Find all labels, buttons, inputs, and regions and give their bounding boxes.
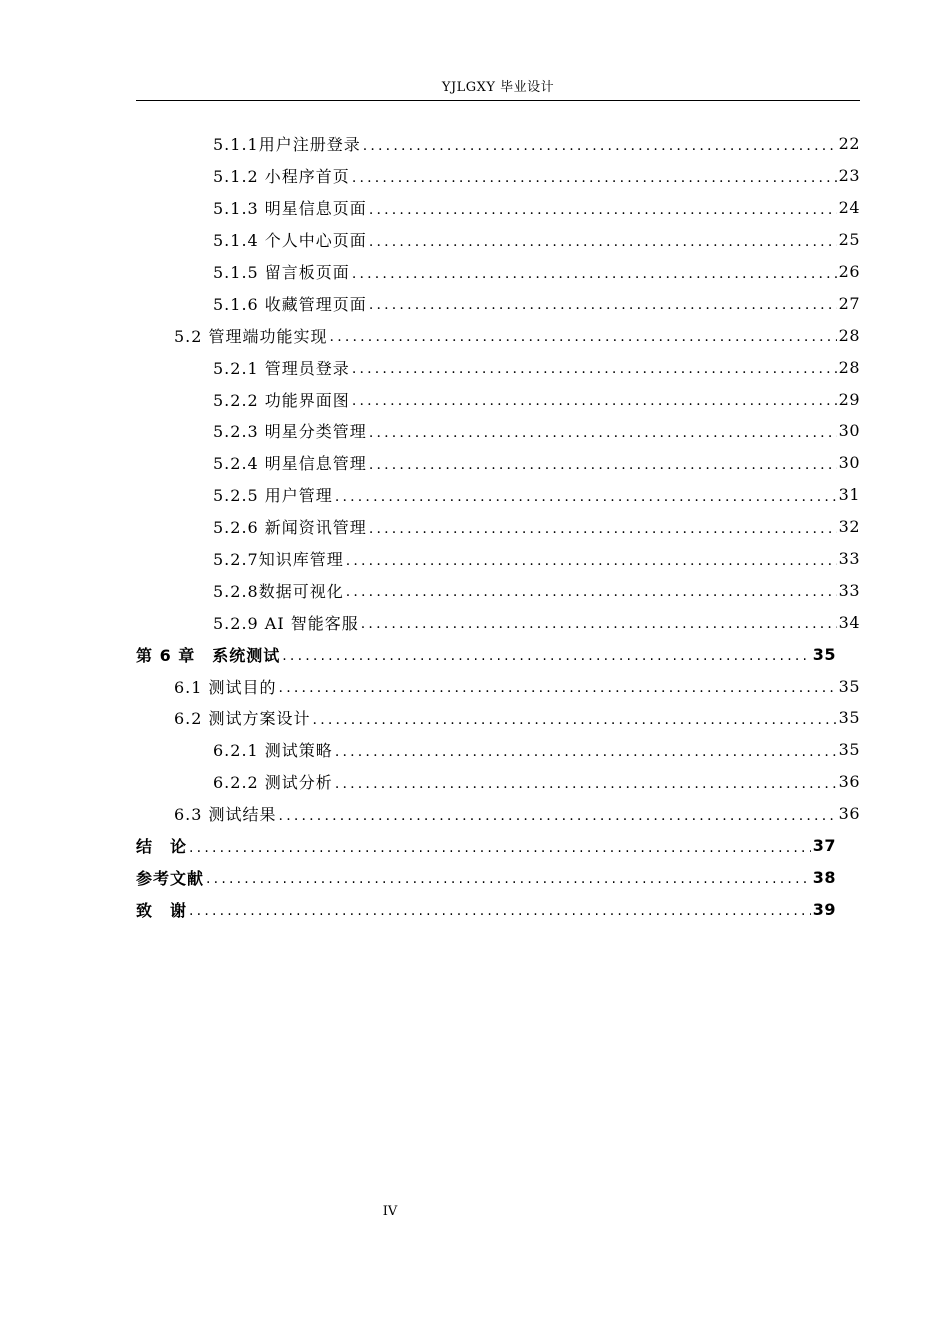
toc-dot-leader <box>352 170 837 186</box>
toc-entry[interactable] <box>136 511 860 543</box>
toc-entry[interactable] <box>136 415 860 447</box>
toc-entry-title: 6.3 测试结果 <box>174 805 277 825</box>
toc-entry[interactable] <box>136 861 836 893</box>
toc-entry[interactable] <box>136 893 836 925</box>
toc-entry-page: 38 <box>812 867 836 887</box>
toc-dot-leader <box>282 648 810 664</box>
toc-entry-page: 36 <box>838 804 860 824</box>
toc-dot-leader <box>279 808 837 824</box>
toc-dot-leader <box>279 680 837 696</box>
toc-entry-title: 5.2.2 功能界面图 <box>213 390 350 410</box>
toc-entry[interactable] <box>136 798 860 830</box>
toc-entry[interactable] <box>136 479 860 511</box>
toc-dot-leader <box>352 393 837 409</box>
toc-entry[interactable] <box>136 192 860 224</box>
toc-entry[interactable] <box>136 638 836 670</box>
toc-dot-leader <box>369 297 837 313</box>
toc-entry-page: 35 <box>812 644 836 664</box>
page-number: IV <box>382 1204 398 1219</box>
toc-entry-title: 参考文献 <box>136 868 205 888</box>
toc-dot-leader <box>346 584 837 600</box>
toc-entry-page: 28 <box>838 325 860 345</box>
toc-entry-page: 35 <box>838 708 860 728</box>
toc-entry-page: 35 <box>838 676 860 696</box>
toc-entry[interactable] <box>136 766 860 798</box>
toc-entry-title: 5.2.6 新闻资讯管理 <box>213 518 367 538</box>
toc-entry[interactable] <box>136 383 860 415</box>
toc-entry-title: 5.2.7知识库管理 <box>213 550 344 570</box>
toc-dot-leader <box>189 840 811 856</box>
toc-entry[interactable] <box>136 319 860 351</box>
toc-entry[interactable] <box>136 574 860 606</box>
toc-entry-title: 第 6 章 系统测试 <box>136 645 281 665</box>
toc-entry-title: 5.2.5 用户管理 <box>213 486 333 506</box>
toc-entry-title: 5.1.4 个人中心页面 <box>213 231 367 251</box>
toc-dot-leader <box>335 744 837 760</box>
toc-entry[interactable] <box>136 351 860 383</box>
toc-entry-title: 6.1 测试目的 <box>174 677 277 697</box>
toc-entry-title: 6.2 测试方案设计 <box>174 709 311 729</box>
toc-entry-page: 33 <box>838 580 860 600</box>
toc-entry-page: 33 <box>838 549 860 569</box>
toc-entry-page: 25 <box>838 230 860 250</box>
toc-entry-title: 结 论 <box>136 837 188 857</box>
toc-dot-leader <box>369 202 837 218</box>
toc-entry-title: 5.1.5 留言板页面 <box>213 263 350 282</box>
toc-entry-title: 5.2.1 管理员登录 <box>213 358 350 378</box>
toc-dot-leader <box>361 616 837 632</box>
toc-entry[interactable] <box>136 128 860 160</box>
toc-entry[interactable] <box>136 543 860 575</box>
toc-dot-leader <box>369 521 837 537</box>
toc-entry-page: 35 <box>838 740 860 760</box>
toc-dot-leader <box>369 425 837 441</box>
page-header-title: YJLGXY 毕业设计 <box>441 80 555 95</box>
toc-entry-title: 5.1.1用户注册登录 <box>213 135 361 155</box>
toc-entry[interactable] <box>136 256 860 288</box>
toc-dot-leader <box>335 489 837 505</box>
toc-dot-leader <box>335 776 837 792</box>
toc-entry-title: 5.2.9 AI 智能客服 <box>213 613 359 633</box>
toc-dot-leader <box>369 457 837 473</box>
toc-entry[interactable] <box>136 447 860 479</box>
toc-entry-page: 28 <box>838 357 860 377</box>
toc-dot-leader <box>189 903 811 919</box>
toc-entry-page: 39 <box>812 899 836 919</box>
toc-entry-title: 5.2.4 明星信息管理 <box>213 454 367 474</box>
toc-entry-title: 6.2.2 测试分析 <box>213 773 333 793</box>
toc-dot-leader <box>330 329 837 345</box>
toc-entry-title: 致 谢 <box>136 900 188 920</box>
toc-entry[interactable] <box>136 287 860 319</box>
toc-dot-leader <box>363 138 837 154</box>
toc-entry-page: 34 <box>838 612 860 632</box>
toc-dot-leader <box>352 361 837 377</box>
toc-entry-page: 29 <box>838 389 860 409</box>
toc-dot-leader <box>346 553 837 569</box>
toc-entry-title: 5.2 管理端功能实现 <box>174 326 328 346</box>
toc-entry-page: 22 <box>838 134 860 154</box>
toc-entry[interactable] <box>136 160 860 192</box>
toc-entry-page: 24 <box>838 198 860 218</box>
toc-entry-title: 5.1.2 小程序首页 <box>213 167 350 187</box>
toc-entry[interactable] <box>136 606 860 638</box>
toc-entry-page: 31 <box>838 485 860 505</box>
toc-entry-title: 6.2.1 测试策略 <box>213 741 333 761</box>
toc-entry-page: 37 <box>812 836 836 856</box>
toc-entry-title: 5.1.3 明星信息页面 <box>213 199 367 219</box>
toc-entry-page: 36 <box>838 772 860 792</box>
toc-entry[interactable] <box>136 670 860 702</box>
toc-dot-leader <box>206 871 811 887</box>
toc-entry-page: 23 <box>838 166 860 186</box>
header-rule <box>136 100 860 101</box>
toc-entry[interactable] <box>136 702 860 734</box>
toc-entry-page: 30 <box>838 453 860 473</box>
toc-entry-page: 30 <box>838 421 860 441</box>
toc-entry-title: 5.2.3 明星分类管理 <box>213 422 367 442</box>
toc-entry-title: 5.2.8数据可视化 <box>213 581 344 601</box>
toc-entry-page: 32 <box>838 517 860 537</box>
toc-entry-page: 27 <box>838 293 860 313</box>
toc-entry-page: 26 <box>838 262 860 281</box>
toc-entry-title: 5.1.6 收藏管理页面 <box>213 294 367 314</box>
toc-entry[interactable] <box>136 734 860 766</box>
toc-dot-leader <box>369 234 837 250</box>
table-of-contents <box>136 128 860 925</box>
toc-entry[interactable] <box>136 830 836 862</box>
toc-dot-leader <box>313 712 837 728</box>
toc-entry[interactable] <box>136 224 860 256</box>
toc-dot-leader <box>352 266 837 282</box>
